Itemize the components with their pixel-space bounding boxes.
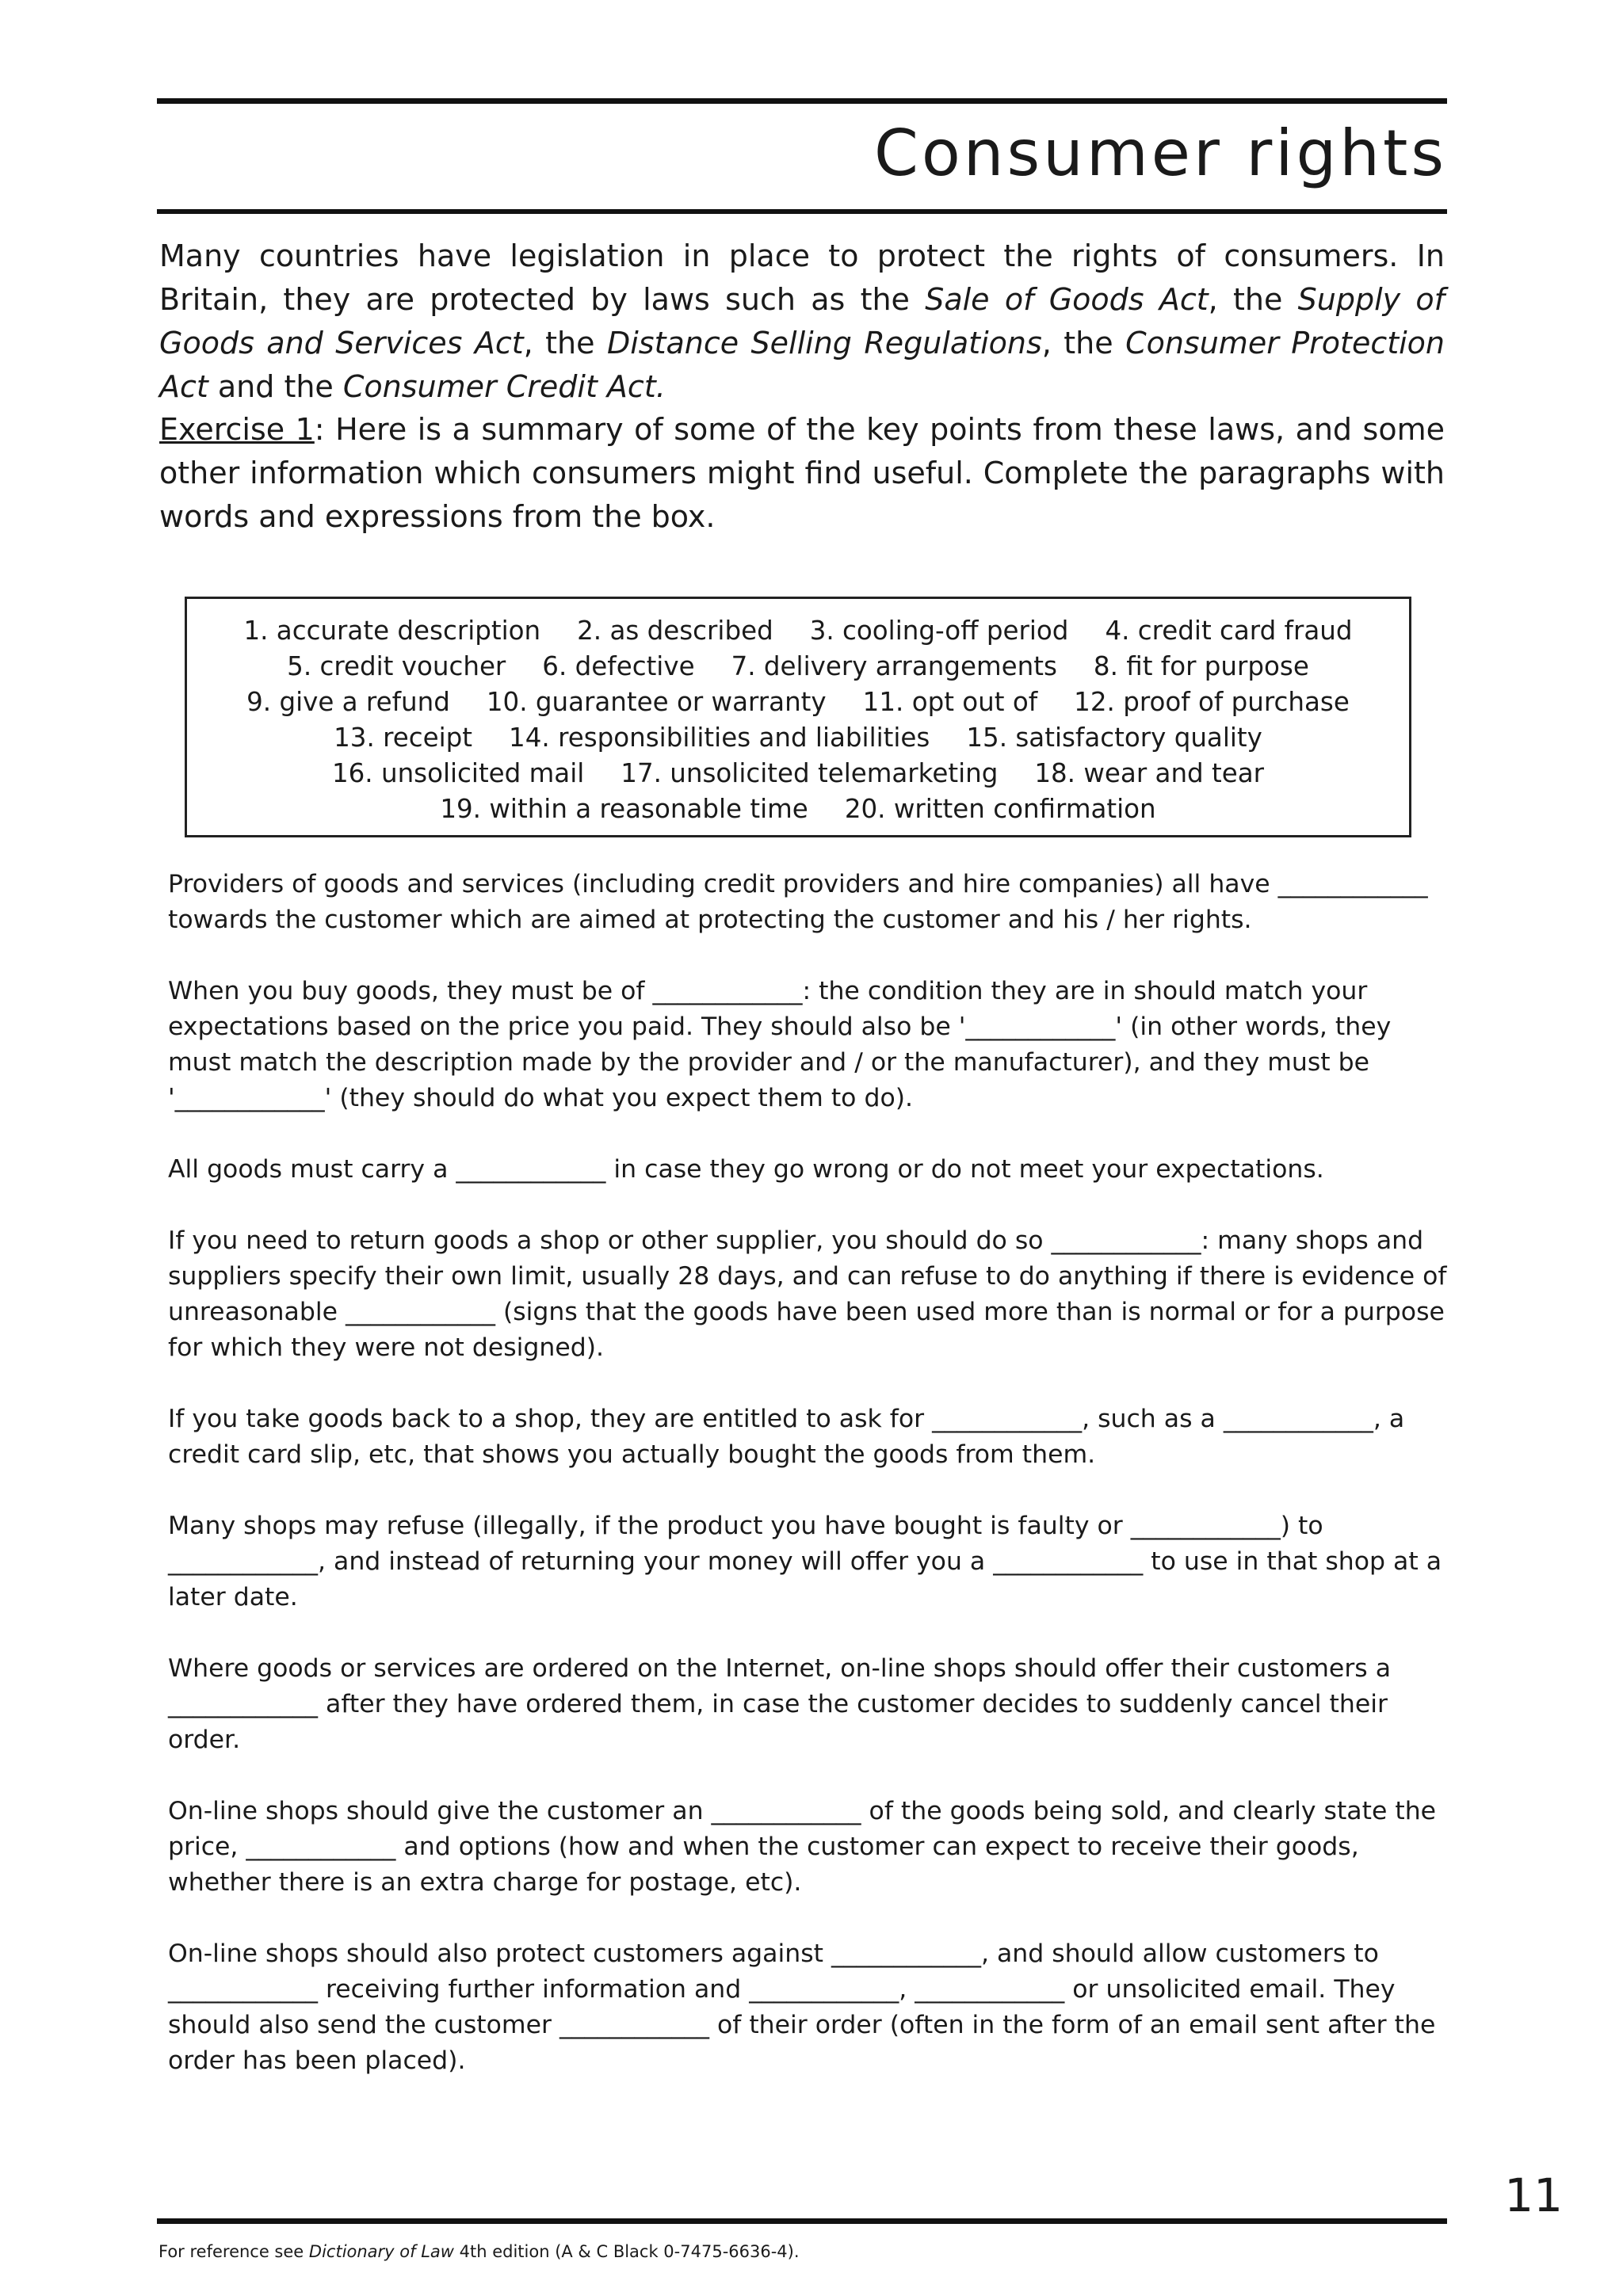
exercise-paragraphs [168, 867, 1449, 2115]
word-box [185, 597, 1411, 837]
top-rule [157, 98, 1447, 104]
word-box-item: 14. responsibilities and liabilities [509, 723, 930, 753]
bottom-rule [157, 2218, 1447, 2224]
word-box-item: 11. opt out of [862, 687, 1038, 717]
exercise-paragraph: When you buy goods, they must be of ____________: the condition they are in should match your expectations based on the price you paid. They should also be '____________' (in other words, they must match the description made by the provider and / or the manufacturer), and they must be '____________' (they should do what you expect them to do). [168, 977, 1392, 1112]
word-box-item: 8. fit for purpose [1093, 651, 1309, 681]
exercise-paragraph: All goods must carry a ____________ in case they go wrong or do not meet your expectations. [168, 1155, 1324, 1184]
word-box-item: 12. proof of purchase [1074, 687, 1350, 717]
title-rule [157, 209, 1447, 214]
word-box-line [187, 756, 1409, 791]
act-name: Supply of Goods and Services Act [159, 282, 1445, 360]
footer-book-title: Dictionary of Law [308, 2242, 454, 2261]
word-box-item: 5. credit voucher [287, 651, 506, 681]
word-box-item: 16. unsolicited mail [331, 758, 585, 788]
word-box-item: 2. as described [577, 616, 773, 646]
footer-reference [158, 2242, 800, 2262]
intro-text: and the [208, 369, 343, 404]
intro-paragraph [159, 235, 1445, 409]
word-box-item: 17. unsolicited telemarketing [621, 758, 999, 788]
word-box-item: 3. cooling-off period [809, 616, 1069, 646]
word-box-line [187, 649, 1409, 685]
word-box-line [187, 613, 1409, 649]
exercise-paragraph: If you take goods back to a shop, they are entitled to ask for ____________, such as a ____________, a credit card slip, etc, that shows you actually bought the goods from them. [168, 1405, 1405, 1469]
intro-text: Many countries have legislation in place to protect the rights of consumers. In Britain, they are protected by laws such as the [159, 238, 1445, 317]
word-box-item: 13. receipt [334, 723, 473, 753]
word-box-item: 4. credit card fraud [1105, 616, 1353, 646]
word-box-line [187, 720, 1409, 756]
page-number: 11 [1504, 2168, 1563, 2222]
exercise-label: Exercise 1 [159, 412, 315, 447]
page-title: Consumer rights [873, 116, 1447, 190]
word-box-item: 7. delivery arrangements [731, 651, 1057, 681]
exercise-paragraph: If you need to return goods a shop or other supplier, you should do so ____________: many shops and suppliers specify their own limit, usually 28 days, and can refuse to do anything if there is evidence of unreasonable ____________ (signs that the goods have been used more than is normal or for a purpose for which they were not designed). [168, 1226, 1447, 1362]
word-box-item: 18. wear and tear [1034, 758, 1265, 788]
intro-text: , the [1208, 282, 1298, 317]
word-box-item: 6. defective [542, 651, 695, 681]
word-box-item: 20. written confirmation [844, 794, 1156, 824]
word-box-item: 1. accurate description [243, 616, 541, 646]
word-box-line [187, 685, 1409, 720]
exercise-paragraph: Where goods or services are ordered on the Internet, on-line shops should offer their customers a ____________ after they have ordered them, in case the customer decides to suddenly cancel their order. [168, 1654, 1391, 1754]
intro-text: , the [1041, 326, 1126, 360]
exercise-paragraph: On-line shops should also protect customers against ____________, and should allow customers to ____________ receiving further information and ____________, ____________ or unsolicited email. They should also send the customer ____________ of their order (often in the form of an email sent after the order has been placed). [168, 1939, 1436, 2075]
word-box-lines [187, 613, 1409, 827]
word-box-line [187, 791, 1409, 827]
footer-text: 4th edition (A & C Black 0-7475-6636-4). [453, 2242, 800, 2261]
word-box-item: 9. give a refund [246, 687, 450, 717]
word-box-item: 15. satisfactory quality [966, 723, 1262, 753]
act-name: Sale of Goods Act [925, 282, 1209, 317]
word-box-item: 10. guarantee or warranty [486, 687, 827, 717]
word-box-item: 19. within a reasonable time [440, 794, 808, 824]
act-name: Distance Selling Regulations [606, 326, 1042, 360]
footer-text: For reference see [158, 2242, 309, 2261]
exercise-paragraph: Many shops may refuse (illegally, if the product you have bought is faulty or ____________) to ____________, and instead of returning your money will offer you a ____________ to use in that shop at a later date. [168, 1512, 1442, 1611]
exercise-paragraph: On-line shops should give the customer an ____________ of the goods being sold, and clearly state the price, ____________ and options (how and when the customer can expect to receive their goods, whether there is an extra charge for postage, etc). [168, 1797, 1437, 1897]
exercise-text: : Here is a summary of some of the key points from these laws, and some other information which consumers might find useful. Complete the paragraphs with words and expressions from the box. [159, 412, 1445, 534]
act-name: Consumer Credit Act. [342, 369, 666, 404]
exercise-paragraph: Providers of goods and services (including credit providers and hire companies) all have ____________ towards the customer which are aimed at protecting the customer and his / her rights. [168, 870, 1428, 934]
exercise-instructions [159, 408, 1445, 539]
act-name: Consumer Protection Act [159, 326, 1445, 404]
intro-text: , the [523, 326, 607, 360]
